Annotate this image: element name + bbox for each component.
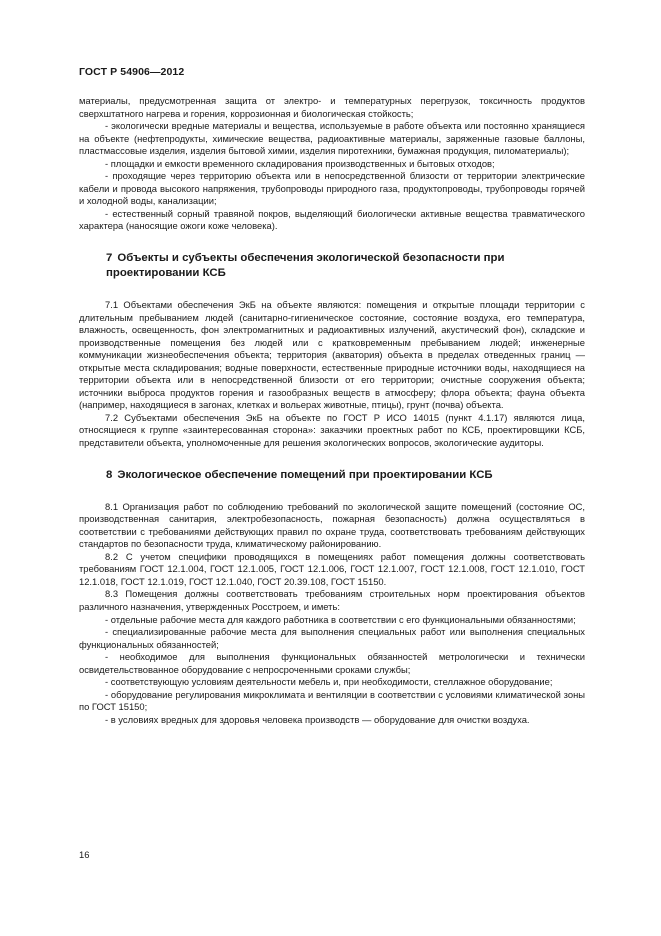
list-item: - естественный сорный травяной покров, выделяющий биологически активные вещества травматического характера (наносящие ожоги коже человека). <box>79 207 585 232</box>
list-item: - площадки и емкости временного складирования производственных и бытовых отходов; <box>105 157 495 169</box>
intro-block <box>79 95 585 233</box>
list-item: - специализированные рабочие места для выполнения специальных работ или выполнения специальных функциональных обязанностей; <box>79 626 585 650</box>
paragraph: 8.3 Помещения должны соответствовать требованиям строительных норм проектирования объектов различного назначения, утвержденных Росстроем, и иметь: <box>79 588 585 612</box>
page-content <box>79 66 585 926</box>
paragraph: 7.1 Объектами обеспечения ЭкБ на объекте являются: помещения и открытые площади территории с длительным пребыванием людей (санитарно-гигиеническое состояние, состояние воздуха, его температура, влажность, освещенность, фон электромагнитных и радиоактивных излучений, акустический фон), складские и производственные помещения без людей или с кратковременным пребыванием людей; инженерные коммуникации жизнеобеспечения объекта; территория (акватория) объекта в пределах отведенных границ — открытые места складирования; водные поверхности, естественные природные источники воды, находящиеся на территории объекта или в непосредственной близости от его территории; очистные сооружения объекта; источники выброса продуктов горения и газообразных веществ в атмосферу; флора объекта; фауна объекта (например, находящиеся в загонах, клетках и вольерах животные, птицы), грунт (почва) объекта. <box>79 299 585 411</box>
section-number: 8 <box>106 468 113 481</box>
section-title-text: Экологическое обеспечение помещений при проектировании КСБ <box>117 468 493 481</box>
list-item: - в условиях вредных для здоровья человека производств — оборудование для очистки воздуха. <box>105 713 530 725</box>
section-8-heading <box>106 468 585 483</box>
section-title-text: Объекты и субъекты обеспечения экологической безопасности при проектировании КСБ <box>106 252 505 280</box>
section-7-heading <box>106 251 585 281</box>
document-id: ГОСТ Р 54906—2012 <box>79 66 185 78</box>
list-item: - проходящие через территорию объекта или в непосредственной близости от территории электрические кабели и провода высокого напряжения, трубопроводы природного газа, продуктопроводы, трубопроводы горячей и холодной воды, канализации; <box>79 170 585 207</box>
page-number: 16 <box>79 849 90 860</box>
paragraph: 8.2 С учетом специфики проводящихся в помещениях работ помещения должны соответствовать требованиям ГОСТ 12.1.004, ГОСТ 12.1.005, ГОСТ 12.1.006, ГОСТ 12.1.007, ГОСТ 12.1.008, ГОСТ 12.1.010, ГОСТ 12.1.018, ГОСТ 12.1.019, ГОСТ 12.1.040, ГОСТ 20.39.108, ГОСТ 15150. <box>79 550 585 587</box>
list-item: - соответствующую условиям деятельности мебель и, при необходимости, стеллажное оборудование; <box>105 676 553 688</box>
section-7-body <box>79 299 585 450</box>
list-item: - необходимое для выполнения функциональных обязанностей метрологически и технически освидетельствованное оборудование с непросроченными сроками службы; <box>79 651 585 675</box>
section-8-body <box>79 501 585 727</box>
paragraph: 8.1 Организация работ по соблюдению требований по экологической защите помещений (состояние ОС, производственная санитария, электробезопасность, пожарная безопасность) должна осуществляться в соответствии с требованиями действующих правил по охране труда, соответствовать требованиям действующих стандартов по безопасности труда, климатическому районированию. <box>79 500 585 550</box>
list-item: - экологически вредные материалы и вещества, используемые в работе объекта или постоянно хранящиеся на объекте (нефтепродукты, химические вещества, радиоактивные материалы, заряженные газовые баллоны, пластмассовые изделия, изделия бытовой химии, изделия пиротехники, бумажная продукция, пиломатериалы); <box>79 120 585 157</box>
list-item: - оборудование регулирования микроклимата и вентиляции в соответствии с условиями климатической зоны по ГОСТ 15150; <box>79 688 585 713</box>
paragraph: материалы, предусмотренная защита от электро- и температурных перегрузок, токсичность продуктов сверхштатного нагрева и горения, коррозионная и биологическая стойкость; <box>79 95 585 119</box>
list-item: - отдельные рабочие места для каждого работника в соответствии с его функциональными обязанностями; <box>105 613 576 625</box>
paragraph: 7.2 Субъектами обеспечения ЭкБ на объекте по ГОСТ Р ИСО 14015 (пункт 4.1.17) являются лица, относящиеся к группе «заинтересованная сторона»: заказчики проектных работ по КСБ, проектировщики КСБ, представители объекта, уполномоченные для решения экологических вопросов, экологические аудиторы. <box>79 411 585 449</box>
section-number: 7 <box>106 252 113 265</box>
